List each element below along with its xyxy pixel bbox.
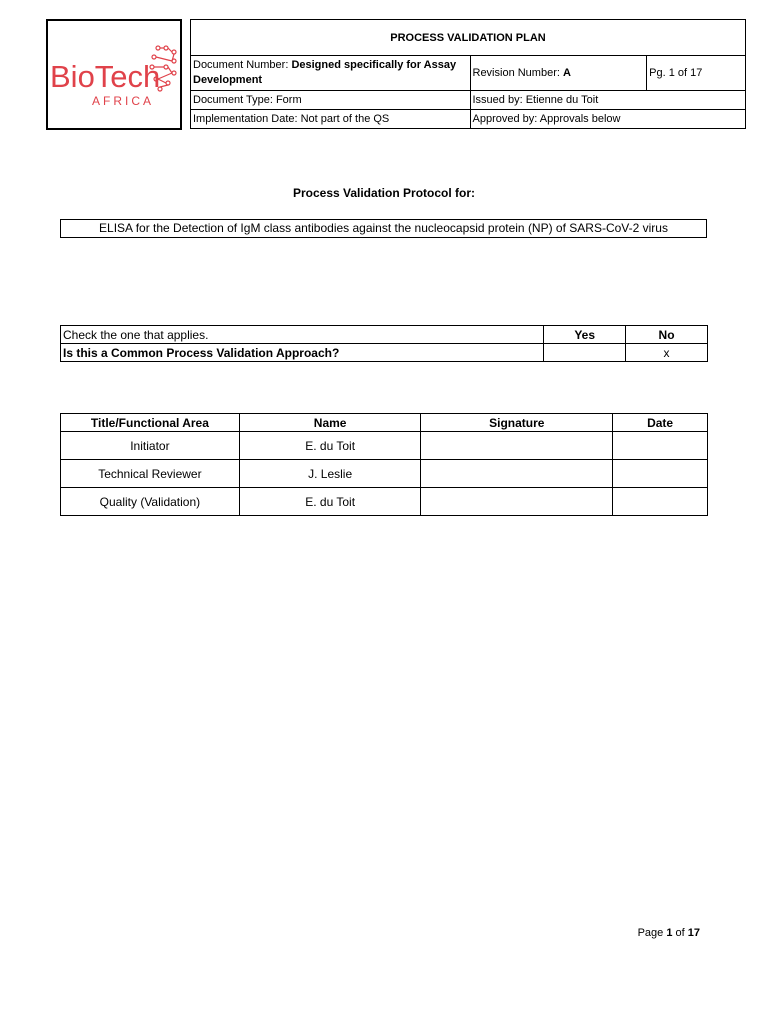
yes-header-cell: Yes [544,326,626,344]
name-cell: J. Leslie [239,460,421,488]
document-type-cell: Document Type: Form [191,91,471,110]
biotech-africa-logo [48,21,184,132]
logo-brand-text: BioTech [50,59,161,94]
column-header-date: Date [613,414,708,432]
footer-page-current: 1 [666,927,673,939]
date-cell[interactable] [613,460,708,488]
check-applies-table [60,325,708,362]
approved-by-cell: Approved by: Approvals below [470,110,746,129]
issued-by-cell: Issued by: Etienne du Toit [470,91,746,110]
area-cell: Technical Reviewer [61,460,240,488]
page-number-cell: Pg. 1 of 17 [647,56,746,91]
column-header-signature: Signature [421,414,613,432]
logo-sub-text: AFRICA [92,94,155,108]
revision-number-value: A [562,66,571,79]
document-title: PROCESS VALIDATION PLAN [191,20,746,56]
revision-number-cell [470,56,647,91]
no-checkbox-cell[interactable]: x [626,344,708,362]
yes-checkbox-cell[interactable] [544,344,626,362]
document-number-value: Designed specifically for Assay Development [193,59,457,86]
check-instruction-cell: Check the one that applies. [61,326,544,344]
signature-cell[interactable] [421,488,613,516]
company-logo-box [46,19,182,130]
common-approach-question: Is this a Common Process Validation Approach? [61,344,544,362]
area-cell: Quality (Validation) [61,488,240,516]
document-header-table [190,19,746,129]
date-cell[interactable] [613,488,708,516]
check-table-header-row [61,326,708,344]
column-header-area: Title/Functional Area [61,414,240,432]
table-row [61,432,708,460]
signature-cell[interactable] [421,460,613,488]
approval-table [60,413,708,516]
footer-page-prefix: Page [637,927,667,939]
revision-number-label: Revision Number: [472,66,563,79]
footer-page-of: of [672,927,688,939]
document-number-label: Document Number: [193,59,292,71]
column-header-name: Name [239,414,421,432]
protocol-heading: Process Validation Protocol for: [292,186,476,200]
document-number-cell [191,56,471,91]
table-row [61,460,708,488]
area-cell: Initiator [61,432,240,460]
name-cell: E. du Toit [239,432,421,460]
name-cell: E. du Toit [239,488,421,516]
page-footer [638,927,700,939]
approval-table-header-row [61,414,708,432]
check-table-question-row [61,344,708,362]
footer-page-total: 17 [687,927,700,939]
protocol-title-box: ELISA for the Detection of IgM class antibodies against the nucleocapsid protein (NP) of SARS-CoV-2 virus [60,219,707,238]
table-row [61,488,708,516]
no-header-cell: No [626,326,708,344]
date-cell[interactable] [613,432,708,460]
implementation-date-cell: Implementation Date: Not part of the QS [191,110,471,129]
signature-cell[interactable] [421,432,613,460]
